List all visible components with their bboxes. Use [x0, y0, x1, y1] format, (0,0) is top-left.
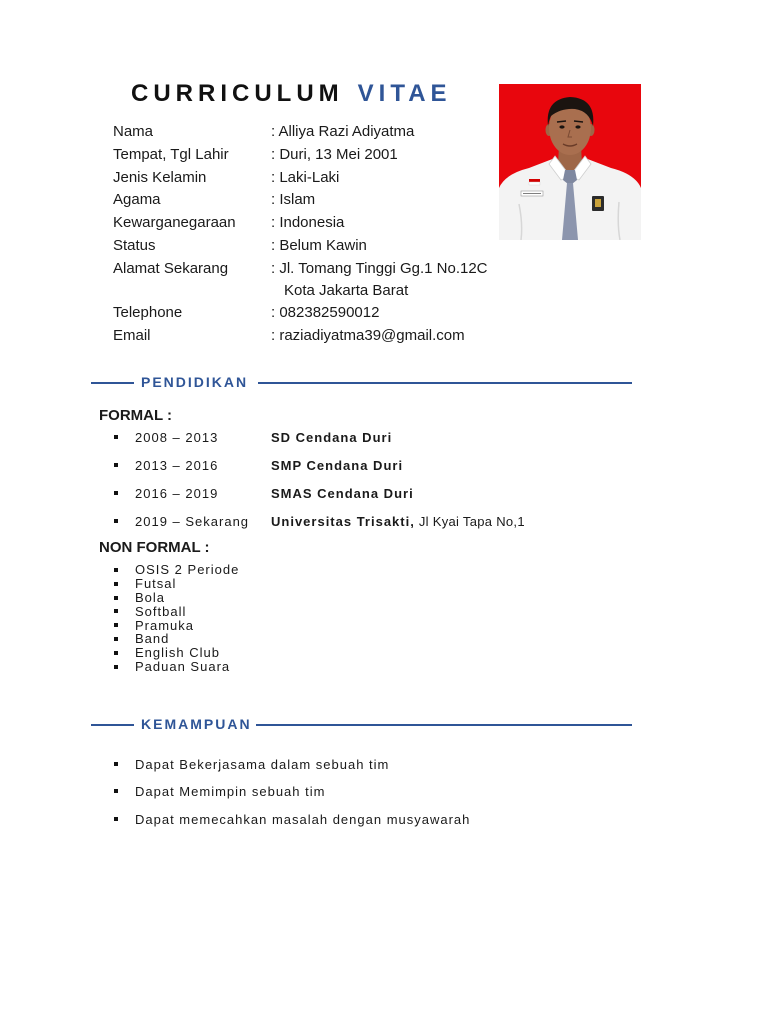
skill-item: Dapat memecahkan masalah dengan musyawarah — [135, 812, 471, 827]
info-value-email: : raziadiyatma39@gmail.com — [271, 327, 465, 344]
formal-school — [271, 458, 403, 473]
section-divider-right — [258, 382, 632, 384]
formal-years: 2008 – 2013 — [135, 430, 219, 445]
bullet-icon — [114, 623, 118, 627]
info-value-jenis-kelamin: : Laki-Laki — [271, 169, 340, 186]
bullet-icon — [114, 463, 118, 467]
section-divider-left — [91, 382, 134, 384]
info-label-tempat-tgl-lahir: Tempat, Tgl Lahir — [113, 146, 229, 163]
formal-school-name: SMP Cendana Duri — [271, 458, 404, 473]
formal-school — [271, 430, 392, 445]
non-formal-label: NON FORMAL : — [99, 539, 210, 556]
info-label-alamat: Alamat Sekarang — [113, 260, 229, 277]
formal-years: 2016 – 2019 — [135, 486, 219, 501]
formal-label: FORMAL : — [99, 407, 173, 424]
non-formal-item: Paduan Suara — [135, 659, 231, 674]
formal-years: 2013 – 2016 — [135, 458, 219, 473]
cv-title — [131, 82, 452, 106]
info-value-agama: : Islam — [271, 191, 316, 208]
info-value-tempat-tgl-lahir: : Duri, 13 Mei 2001 — [271, 146, 398, 163]
formal-school-name: SD Cendana Duri — [271, 430, 393, 445]
info-label-jenis-kelamin: Jenis Kelamin — [113, 169, 207, 186]
info-value-status: : Belum Kawin — [271, 237, 367, 254]
info-label-kewarganegaraan: Kewarganegaraan — [113, 214, 236, 231]
profile-photo — [499, 84, 641, 240]
info-label-nama: Nama — [113, 123, 154, 140]
formal-school — [271, 486, 414, 501]
profile-photo-drawing — [499, 84, 641, 240]
non-formal-item: Futsal — [135, 576, 177, 591]
info-label-telephone: Telephone — [113, 304, 183, 321]
bullet-icon — [114, 789, 118, 793]
info-value-telephone: : 082382590012 — [271, 304, 380, 321]
bullet-icon — [114, 435, 118, 439]
bullet-icon — [114, 817, 118, 821]
section-heading-kemampuan: KEMAMPUAN — [141, 716, 252, 732]
cv-title-part2: VITAE — [357, 80, 452, 107]
bullet-icon — [114, 651, 118, 655]
skill-item: Dapat Bekerjasama dalam sebuah tim — [135, 757, 390, 772]
cv-title-part1: CURRICULUM — [131, 80, 344, 107]
non-formal-item: Bola — [135, 590, 166, 605]
bullet-icon — [114, 596, 118, 600]
formal-school-name: SMAS Cendana Duri — [271, 486, 414, 501]
non-formal-item: Band — [135, 631, 170, 646]
skill-item: Dapat Memimpin sebuah tim — [135, 784, 326, 799]
info-value-nama: : Alliya Razi Adiyatma — [271, 123, 415, 140]
section-divider-right — [256, 724, 632, 726]
info-label-agama: Agama — [113, 191, 161, 208]
formal-school-address: Jl Kyai Tapa No,1 — [418, 514, 525, 529]
info-label-email: Email — [113, 327, 151, 344]
non-formal-item: Softball — [135, 604, 187, 619]
bullet-icon — [114, 609, 118, 613]
non-formal-item: English Club — [135, 645, 220, 660]
section-heading-pendidikan: PENDIDIKAN — [141, 374, 249, 390]
info-value-kewarganegaraan: : Indonesia — [271, 214, 345, 231]
info-label-status: Status — [113, 237, 156, 254]
formal-school-name: Universitas Trisakti, — [271, 514, 415, 529]
formal-years: 2019 – Sekarang — [135, 514, 250, 529]
info-value-alamat: : Jl. Tomang Tinggi Gg.1 No.12C — [271, 260, 488, 277]
non-formal-item: OSIS 2 Periode — [135, 562, 240, 577]
bullet-icon — [114, 568, 118, 572]
bullet-icon — [114, 519, 118, 523]
bullet-icon — [114, 637, 118, 641]
bullet-icon — [114, 582, 118, 586]
bullet-icon — [114, 665, 118, 669]
non-formal-item: Pramuka — [135, 618, 195, 633]
formal-school — [271, 514, 525, 529]
bullet-icon — [114, 491, 118, 495]
section-divider-left — [91, 724, 134, 726]
bullet-icon — [114, 762, 118, 766]
info-value-alamat-line2: Kota Jakarta Barat — [284, 282, 409, 299]
